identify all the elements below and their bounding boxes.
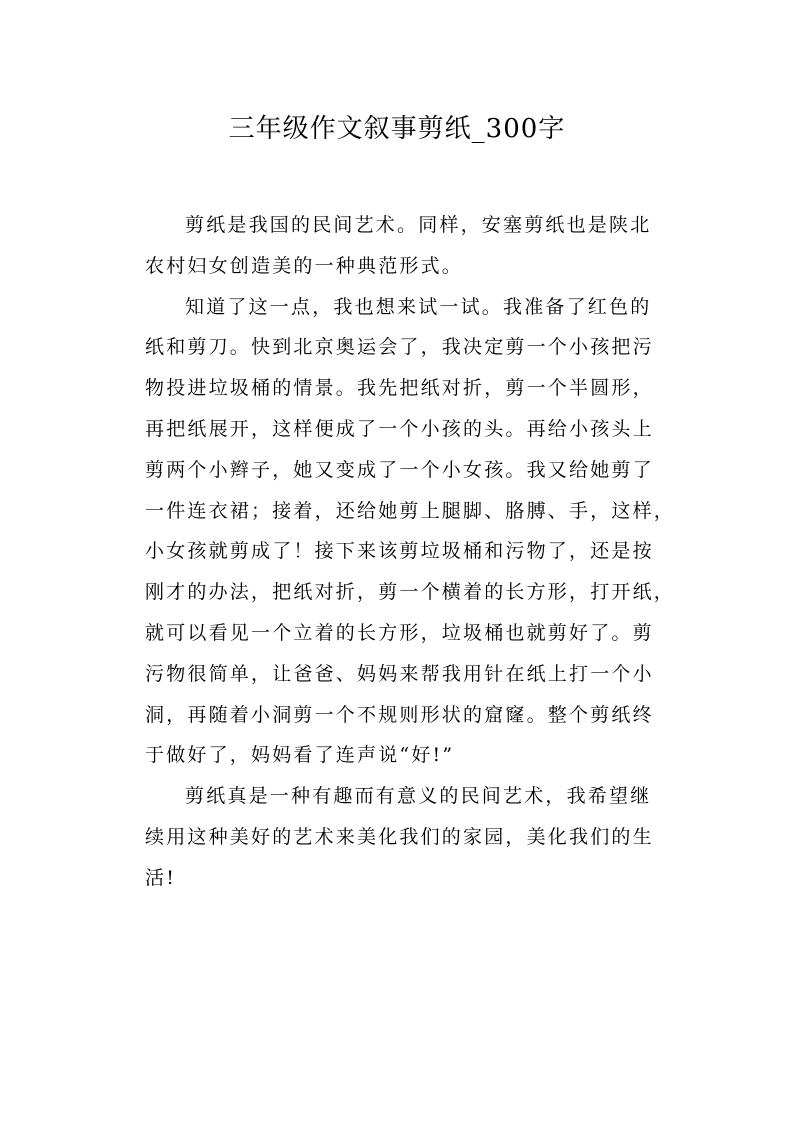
paragraph-2-line-10: 污物很简单，让爸爸、妈妈来帮我用针在纸上打一个小 <box>145 662 654 685</box>
paragraph-2-line-4: 再把纸展开，这样便成了一个小孩的头。再给小孩头上 <box>145 417 654 440</box>
paragraph-2-line-1: 知道了这一点，我也想来试一试。我准备了红色的 <box>185 295 652 318</box>
paragraph-2-line-7: 小女孩就剪成了！接下来该剪垃圾桶和污物了，还是按 <box>145 540 654 563</box>
document-title: 三年级作文叙事剪纸_300字 <box>228 114 566 144</box>
paragraph-1-line-2: 农村妇女创造美的一种典范形式。 <box>145 254 464 277</box>
paragraph-3-line-2: 续用这种美好的艺术来美化我们的家园，美化我们的生 <box>145 825 654 848</box>
paragraph-2-line-9: 就可以看见一个立着的长方形，垃圾桶也就剪好了。剪 <box>145 621 654 644</box>
paragraph-3-line-3: 活! <box>145 866 177 889</box>
paragraph-2-line-3: 物投进垃圾桶的情景。我先把纸对折，剪一个半圆形， <box>145 377 654 400</box>
paragraph-1-line-1: 剪纸是我国的民间艺术。同样，安塞剪纸也是陕北 <box>185 214 652 236</box>
paragraph-3-line-1: 剪纸真是一种有趣而有意义的民间艺术，我希望继 <box>185 785 652 808</box>
paragraph-2-line-2: 纸和剪刀。快到北京奥运会了，我决定剪一个小孩把污 <box>145 336 654 359</box>
paragraph-2-line-6: 一件连衣裙；接着，还给她剪上腿脚、胳膊、手，这样， <box>145 499 676 522</box>
paragraph-2-line-5: 剪两个小辫子，她又变成了一个小女孩。我又给她剪了 <box>145 458 654 481</box>
paragraph-2-line-12: 于做好了，妈妈看了连声说“好!” <box>145 744 455 767</box>
paragraph-2-line-11: 洞，再随着小洞剪一个不规则形状的窟窿。整个剪纸终 <box>145 703 654 726</box>
paragraph-2-line-8: 刚才的办法，把纸对折，剪一个横着的长方形，打开纸， <box>145 581 676 604</box>
document-body <box>145 205 676 899</box>
